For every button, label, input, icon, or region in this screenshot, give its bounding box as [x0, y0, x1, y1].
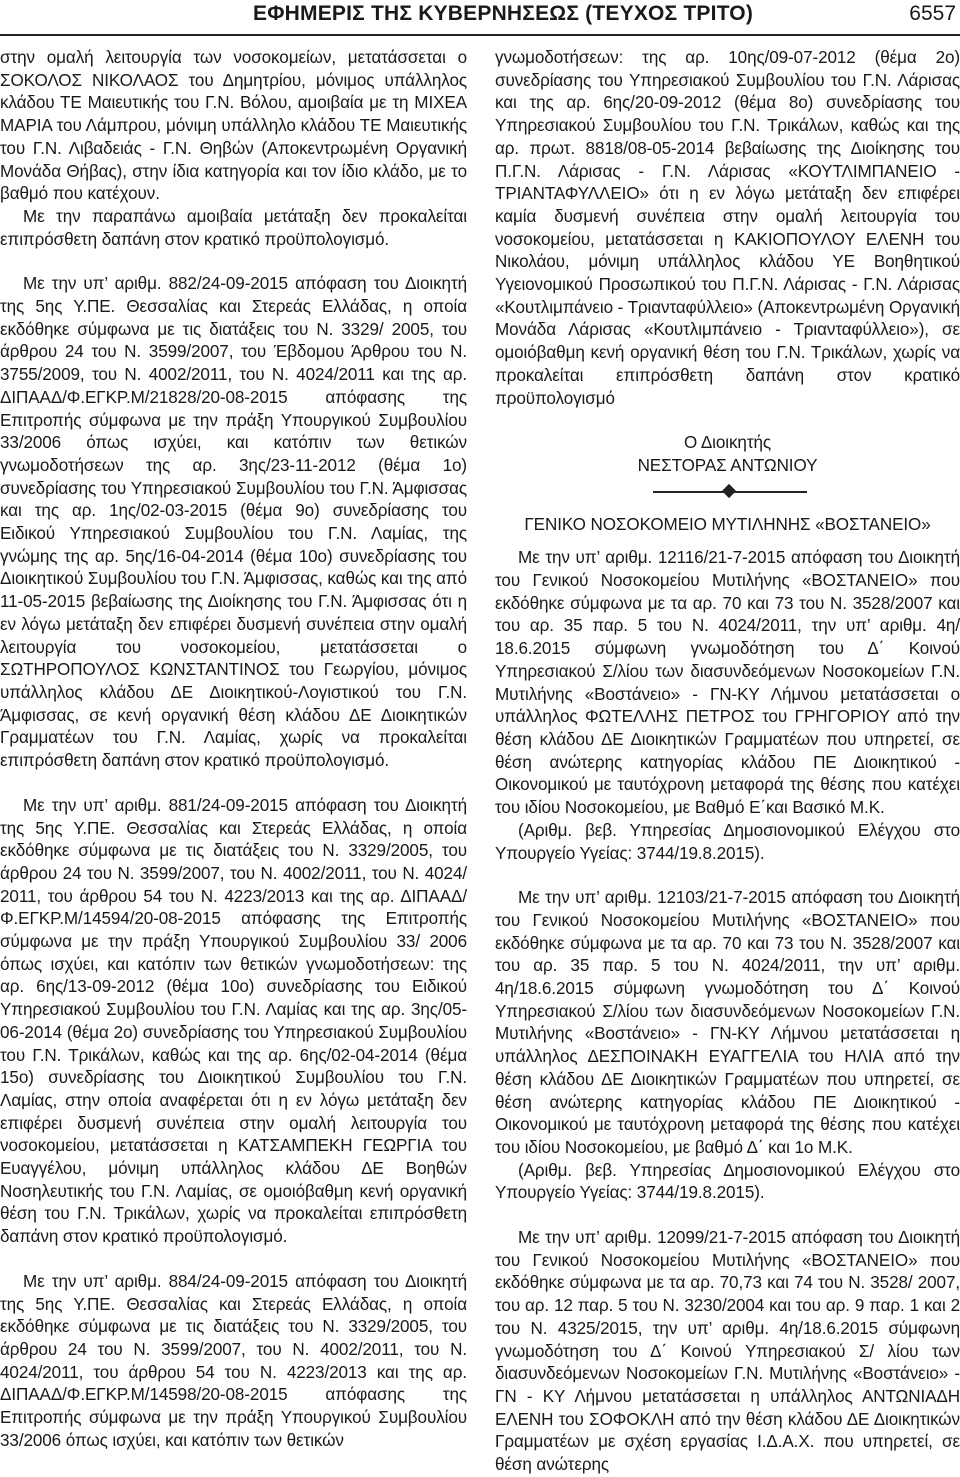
- paragraph: (Αριθμ. βεβ. Υπηρεσίας Δημοσιονομικού Ελέγχου στο Υπουργείο Υγείας: 3744/19.8.2015).: [495, 1160, 960, 1203]
- paragraph: Με την υπ’ αριθμ. 12103/21-7-2015 απόφαση του Διοικητή του Γενικού Νοσοκομείου Μυτιλήνης «ΒΟΣΤΑΝΕΙΟ» που εκδόθηκε σύμφωνα με τα αρ. 70 και 73 του Ν. 3528/2007 και του αρ. 35 παρ. 5 του Ν. 4024/2011, την υπ’ αριθμ. 4η/18.6.2015 σύμφωνη γνωμοδότηση του Δ΄ Κοινού Υπηρεσιακού Σ/λίου των διασυνδεόμενων Νοσοκομείων Γ.Ν. Μυτιλήνης «Βοστάνειο» - ΓΝ-ΚΥ Λήμνου μετατάσσεται η υπάλληλος ΔΕΣΠΟΙΝΑΚΗ ΕΥΑΓΓΕΛΙΑ του ΗΛΙΑ από την θέση κλάδου ΔΕ Διοικητικών Γραμματέων που υπηρετεί, σε θέση ανώτερης κατηγορίας κλάδου ΠΕ Διοικητικού - Οικονομικού με ταυτόχρονη μεταφορά της θέσης που κατέχει του ιδίου Νοσοκομείου, με βαθμό Δ΄ και 1ο Μ.Κ.: [495, 888, 960, 1157]
- gazette-title: ΕΦΗΜΕΡΙΣ ΤΗΣ ΚΥΒΕΡΝΗΣΕΩΣ (ΤΕΥΧΟΣ ΤΡΙΤΟ): [253, 2, 754, 25]
- left-column: [0, 47, 467, 1452]
- paragraph: (Αριθμ. βεβ. Υπηρεσίας Δημοσιονομικού Ελέγχου στο Υπουργείο Υγείας: 3744/19.8.2015).: [495, 820, 960, 863]
- signatory-role: Ο Διοικητής: [683, 433, 772, 453]
- paragraph: Με την υπ’ αριθμ. 12116/21-7-2015 απόφαση του Διοικητή του Γενικού Νοσοκομείου Μυτιλήνης «ΒΟΣΤΑΝΕΙΟ» που εκδόθηκε σύμφωνα με τα αρ. 70 και 73 του Ν. 3528/2007 και του αρ. 35 παρ. 5 του Ν. 4024/2011, την υπ’ αριθμ. 4η/ 18.6.2015 σύμφωνη γνωμοδότηση του Δ΄ Κοινού Υπηρεσιακού Σ/λίου των διασυνδεόμενων Νοσοκομείων Γ.Ν. Μυτιλήνης «Βοστάνειο» - ΓΝ-ΚΥ Λήμνου μετατάσσεται ο υπάλληλος ΦΩΤΕΛΛΗΣ ΠΕΤΡΟΣ του ΓΡΗΓΟΡΙΟΥ από την θέση κλάδου ΔΕ Διοικητικών Γραμματέων που υπηρετεί, σε θέση ανώτερης κατηγορίας κλάδου ΠΕ Διοικητικού - Οικονομικού με ταυτόχρονη μεταφορά της θέσης που κατέχει του ιδίου Νοσοκομείου, με Βαθμό Ε΄και Βασικό Μ.Κ.: [495, 548, 960, 818]
- right-column: [495, 47, 960, 1477]
- diamond-ornament-icon: [722, 484, 736, 498]
- paragraph: Με την υπ’ αριθμ. 881/24-09-2015 απόφαση του Διοικητή της 5ης Υ.ΠΕ. Θεσσαλίας και Στερεάς Ελλάδας, η οποία εκδόθηκε σύμφωνα με τις διατάξεις του Ν. 3329/2005, του άρθρου 24 του Ν. 3599/2007, του Ν. 4002/2011, του Ν. 4024/ 2011, του άρθρου 54 του Ν. 4223/2013 και της αρ. ΔΙΠΑΑΔ/Φ.ΕΓΚΡ.Μ/14594/20-08-2015 απόφασης της Επιτροπής σύμφωνα με την πράξη Υπουργικού Συμβουλίου 33/ 2006 όπως ισχύει, και κατόπιν των θετικών γνωμοδοτήσεων: της αρ. 6ης/13-09-2012 (θέμα 10ο) συνεδρίασης του Ειδικού Υπηρεσιακού Συμβουλίου του Γ.Ν. Λαμίας και της αρ. 3ης/05-06-2014 (θέμα 2ο) συνεδρίασης του Υπηρεσιακού Συμβουλίου του Γ.Ν. Τρικάλων, καθώς και της αρ. 6ης/02-04-2014 (θέμα 15ο) συνεδρίασης του Διοικητικού Συμβουλίου του Γ.Ν. Λαμίας, στην οποία αναφέρεται ότι η εν λόγω μετάταξη δεν επιφέρει δυσμενή συνέπεια στην ομαλή λειτουργία του νοσοκομείου, μετατάσσεται η ΚΑΤΣΑΜΠΕΚΗ ΓΕΩΡΓΙΑ του Ευαγγέλου, μόνιμη υπάλληλος κλάδου ΔΕ Βοηθών Νοσηλευτικής του Γ.Ν. Λαμίας, σε ομοιόβαθμη κενή οργανική θέση του Γ.Ν. Τρικάλων, χωρίς να προκαλείται επιπρόσθετη δαπάνη στον κρατικό προϋπολογισμό.: [0, 795, 467, 1247]
- paragraph: στην ομαλή λειτουργία των νοσοκομείων, μετατάσσεται ο ΣΟΚΟΛΟΣ ΝΙΚΟΛΑΟΣ του Δημητρίου, μόνιμος υπάλληλος κλάδου ΤΕ Μαιευτικής του Γ.Ν. Βόλου, αμοιβαία με τη ΜΙΧΕΑ ΜΑΡΙΑ του Λάμπρου, μόνιμη υπάλληλο κλάδου ΤΕ Μαιευτικής του Γ.Ν. Λιβαδειάς - Γ.Ν. Θηβών (Αποκεντρωμένη Οργανική Μονάδα Θήβας), στην ίδια κατηγορία και τον ίδιο κλάδο, με το βαθμό που κατέχουν.: [0, 48, 467, 204]
- paragraph: γνωμοδοτήσεων: της αρ. 10ης/09-07-2012 (θέμα 2ο) συνεδρίασης του Υπηρεσιακού Συμβουλίου του Γ.Ν. Λάρισας και της αρ. 6ης/20-09-2012 (θέμα 8ο) συνεδρίασης του Υπηρεσιακού Συμβουλίου του Γ.Ν. Τρικάλων, καθώς και της αρ. πρωτ. 8818/08-05-2014 βεβαίωσης της Διοίκησης του Π.Γ.Ν. Λάρισας - Γ.Ν. Λάρισας «ΚΟΥΤΛΙΜΠΑΝΕΙΟ - ΤΡΙΑΝΤΑΦΥΛΛΕΙΟ» ότι η εν λόγω μετάταξη δεν επιφέρει καμία δυσμενή συνέπεια στην ομαλή λειτουργία του νοσοκομείου, μετατάσσεται η ΚΑΚΙΟΠΟΥΛΟΥ ΕΛΕΝΗ του Νικολάου, μόνιμη υπάλληλος κλάδου ΥΕ Βοηθητικού Υγειονομικού Προσωπικού του Π.Γ.Ν. Λάρισας - Γ.Ν. Λάρισας «Κουτλιμπάνειο - Τριανταφύλλειο» (Αποκεντρωμένη Οργανική Μονάδα Λάρισας «Κουτλιμπάνειο - Τριανταφύλλειο»), σε ομοιόβαθμη κενή οργανική θέση του Γ.Ν. Τρικάλων, χωρίς να προκαλείται επιπρόσθετη δαπάνη στον κρατικό προϋπολογισμό: [495, 48, 960, 408]
- paragraph: Με την υπ’ αριθμ. 884/24-09-2015 απόφαση του Διοικητή της 5ης Υ.ΠΕ. Θεσσαλίας και Στερεάς Ελλάδας, η οποία εκδόθηκε σύμφωνα με τις διατάξεις του Ν. 3329/2005, του άρθρου 24 του Ν. 3599/2007, του Ν. 4002/2011, του Ν. 4024/2011, του άρθρου 54 του Ν. 4223/2013 και της αρ. ΔΙΠΑΑΔ/Φ.ΕΓΚΡ.Μ/14598/20-08-2015 απόφασης της Επιτροπής σύμφωνα με την πράξη Υπουργικού Συμβουλίου 33/2006 όπως ισχύει, και κατόπιν των θετικών: [0, 1271, 467, 1450]
- paragraph: Με την παραπάνω αμοιβαία μετάταξη δεν προκαλείται επιπρόσθετη δαπάνη στον κρατικό προϋπολογισμό.: [0, 206, 467, 249]
- section-divider: [495, 482, 960, 502]
- page-number: 6557: [909, 2, 956, 25]
- page-header: [0, 0, 960, 36]
- paragraph: Με την υπ’ αριθμ. 12099/21-7-2015 απόφαση του Διοικητή του Γενικού Νοσοκομείου Μυτιλήνης «ΒΟΣΤΑΝΕΙΟ» που εκδόθηκε σύμφωνα με τα αρ. 70,73 και 74 του Ν. 3528/ 2007, του αρ. 12 παρ. 5 του Ν. 3230/2004 και του αρ. 9 παρ. 1 και 2 του Ν. 4325/2015, την υπ’ αριθμ. 4η/18.6.2015 σύμφωνη γνωμοδότηση του Δ΄ Κοινού Υπηρεσιακού Σ/ λίου των διασυνδεόμενων Νοσοκομείων Γ.Ν. Μυτιλήνης «Βοστάνειο» - ΓΝ - ΚΥ Λήμνου μετατάσσεται η υπάλληλος ΑΝΤΩΝΙΑΔΗ ΕΛΕΝΗ του ΣΟΦΟΚΛΗ από την θέση κλάδου ΔΕ Διοικητικών Γραμματέων με σχέση εργασίας Ι.Δ.Α.Χ. που υπηρετεί, σε θέση ανώτερης: [495, 1228, 960, 1475]
- paragraph: Με την υπ’ αριθμ. 882/24-09-2015 απόφαση του Διοικητή της 5ης Υ.ΠΕ. Θεσσαλίας και Στερεάς Ελλάδας, η οποία εκδόθηκε σύμφωνα με τις διατάξεις του Ν. 3329/ 2005, του άρθρου 24 του Ν. 3599/2007, του Έβδομου Άρθρου του Ν. 3755/2009, του Ν. 4002/2011, του Ν. 4024/2011 και της αρ. ΔΙΠΑΑΔ/Φ.ΕΓΚΡ.Μ/21828/20-08-2015 απόφασης της Επιτροπής σύμφωνα με την πράξη Υπουργικού Συμβουλίου 33/2006 όπως ισχύει, και κατόπιν των θετικών γνωμοδοτήσεων της αρ. 3ης/23-11-2012 (θέμα 1ο) συνεδρίασης του Υπηρεσιακού Συμβουλίου του Γ.Ν. Άμφισσας και της αρ. 1ης/02-03-2015 (θέμα 9ο) συνεδρίασης του Ειδικού Υπηρεσιακού Συμβουλίου του Γ.Ν. Λαμίας, της γνώμης της αρ. 5ης/16-04-2014 (θέμα 10ο) συνεδρίασης του Διοικητικού Συμβουλίου του Γ.Ν. Άμφισσας, καθώς και της από 11-05-2015 βεβαίωσης της Διοίκησης του Γ.Ν. Άμφισσας ότι η εν λόγω μετάταξη δεν επιφέρει δυσμενή συνέπεια στην ομαλή λειτουργία του νοσοκομείου, μετατάσσεται ο ΣΩΤΗΡΟΠΟΥΛΟΣ ΚΩΝΣΤΑΝΤΙΝΟΣ του Γεωργίου, μόνιμος υπάλληλος κλάδου ΔΕ Διοικητικού-Λογιστικού του Γ.Ν. Άμφισσας, σε κενή οργανική θέση κλάδου ΔΕ Διοικητικών Γραμματέων του Γ.Ν. Λαμίας, χωρίς να προκαλείται επιπρόσθετη δαπάνη στον κρατικό προϋπολογισμό.: [0, 274, 467, 771]
- signatory-name: ΝΕΣΤΟΡΑΣ ΑΝΤΩΝΙΟΥ: [637, 455, 818, 475]
- section-title: ΓΕΝΙΚΟ ΝΟΣΟΚΟΜΕΙΟ ΜΥΤΙΛΗΝΗΣ «ΒΟΣΤΑΝΕΙΟ»: [524, 514, 931, 534]
